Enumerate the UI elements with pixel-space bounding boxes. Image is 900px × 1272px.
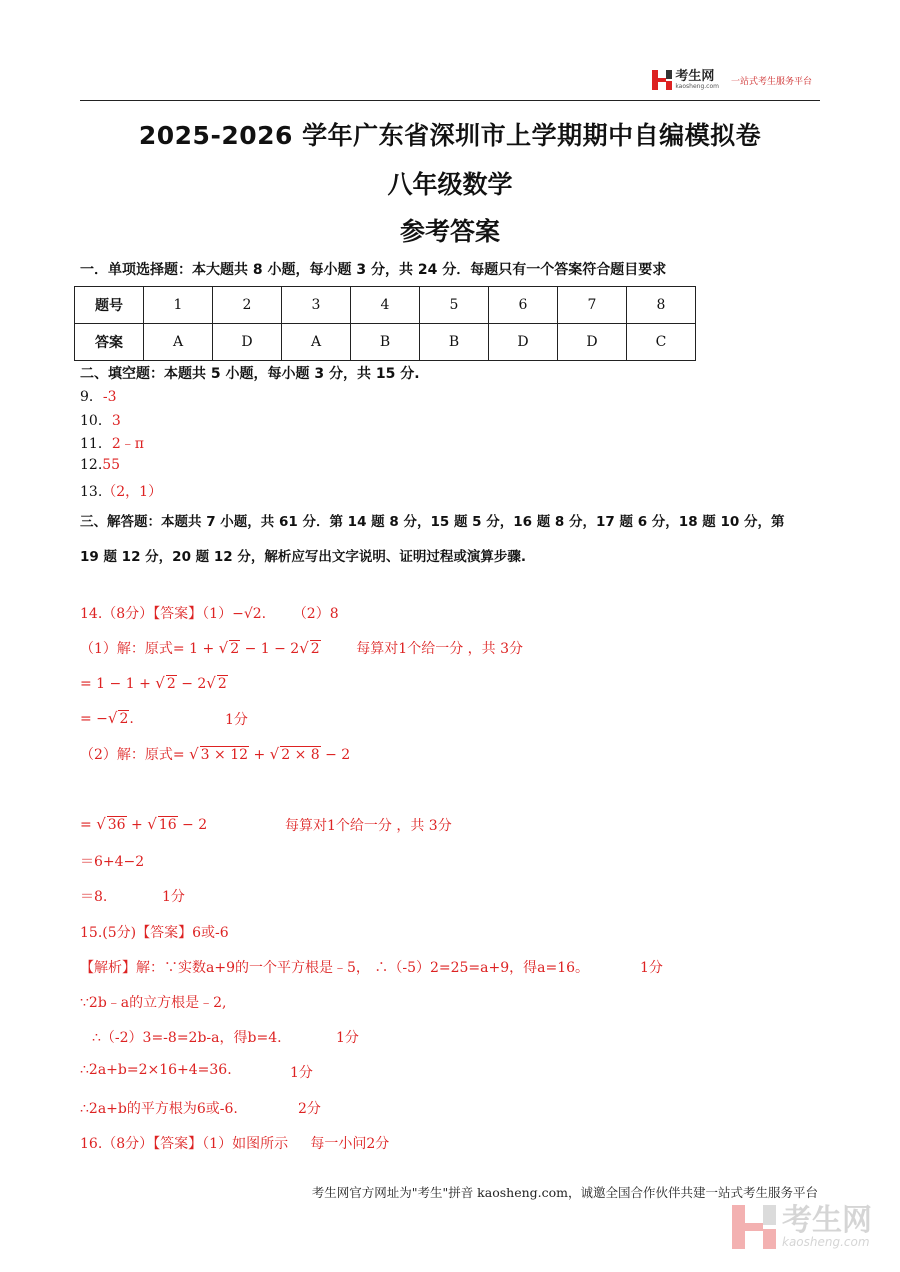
section3-heading-line2: 19 题 12 分，20 题 12 分，解析应写出文字说明、证明过程或演算步骤.: [80, 549, 526, 565]
logo-slogan: 一站式考生服务平台: [730, 76, 812, 87]
item-answer: 55: [102, 457, 121, 473]
item-answer: （2，1）: [102, 484, 163, 500]
q14-step4: （2）解：原式= √ 3 × 12 + √ 2 × 8 − 2: [80, 745, 351, 763]
q14-step1: [80, 638, 523, 658]
score: 1分: [640, 960, 663, 976]
item-number: 9．: [80, 389, 103, 405]
page-title: 2025-2026 学年广东省深圳市上学期期中自编模拟卷: [138, 121, 762, 150]
q14-step3: = −√ 2. 1分: [80, 709, 248, 728]
table-cell: 8: [627, 287, 696, 324]
score: 1分: [225, 712, 248, 728]
q15-step5: ∴2a+b的平方根为6或-6. 2分: [80, 1098, 238, 1118]
fill-item: [80, 410, 121, 430]
fill-item: [80, 481, 162, 501]
item-answer: 2﹣π: [111, 436, 144, 452]
item-answer: 3: [111, 413, 121, 429]
q15-step2: ∵2b﹣a的立方根是﹣2,: [80, 995, 227, 1011]
table-cell: A: [282, 324, 351, 361]
table-cell: D: [489, 324, 558, 361]
q15-head: 15.(5分)【答案】6或-6: [80, 925, 229, 941]
score-note: 每算对1个给一分 ，共 3分: [285, 818, 452, 834]
q15-step1: 【解析】解：∵实数a+9的一个平方根是﹣5， ∴（-5）2=25=a+9，得a=16。 1分: [80, 957, 589, 977]
q14-p1-mid: − 1 − 2: [240, 641, 300, 657]
table-cell: 4: [351, 287, 420, 324]
table-cell: 7: [558, 287, 627, 324]
table-header-number: 题号: [75, 287, 144, 324]
fill-item: [80, 433, 144, 453]
table-cell: 2: [213, 287, 282, 324]
fill-item: [80, 386, 117, 406]
q16-head: 16.（8分）【答案】（1）如图所示 每一小问2分: [80, 1136, 390, 1152]
footer-text: 考生网官方网址为"考生"拼音 kaosheng.com，诚邀全国合作伙伴共建一站式考生服务平台: [311, 1185, 818, 1200]
section2-heading: 二、填空题：本题共 5 小题，每小题 3 分，共 15 分.: [80, 366, 420, 382]
q14-step6: ＝6+4−2: [80, 854, 145, 870]
logo-name: 考生网: [675, 69, 715, 84]
sqrt-expression: √ 2: [218, 639, 240, 657]
fill-item: [80, 457, 120, 473]
table-row-answers: [75, 324, 696, 361]
table-cell: 6: [489, 287, 558, 324]
q14-ans1: −√2.: [232, 606, 267, 622]
q14-step5: = √ 36 + √ 16 − 2 每算对1个给一分 ，共 3分: [80, 815, 452, 834]
subject-title: 八年级数学: [387, 170, 513, 199]
watermark-name: 考生网: [782, 1203, 872, 1238]
table-cell: B: [351, 324, 420, 361]
watermark-domain: kaosheng.com: [782, 1235, 870, 1249]
q15-step4: ∴2a+b=2×16+4=36. 1分: [80, 1062, 313, 1081]
item-number: 10．: [80, 413, 112, 429]
q14-head: 14.（8分）【答案】（1）: [80, 606, 233, 622]
score: 1分: [290, 1065, 313, 1081]
table-cell: B: [420, 324, 489, 361]
table-cell: D: [213, 324, 282, 361]
header-logo: [652, 70, 812, 90]
logo-domain: kaosheng.com: [675, 83, 719, 90]
table-row-numbers: [75, 287, 696, 324]
item-answer: -3: [102, 389, 117, 405]
header-divider: [80, 100, 820, 101]
table-cell: 1: [144, 287, 213, 324]
item-number: 13.: [80, 484, 103, 500]
item-number: 11．: [80, 436, 112, 452]
q15-step3: ∴（-2）3=-8=2b-a，得b=4. 1分: [92, 1027, 282, 1047]
section3-heading-line1: 三、解答题：本题共 7 小题，共 61 分．第 14 题 8 分，15 题 5 分，16 题 8 分，17 题 6 分，18 题 10 分，第: [80, 514, 785, 530]
item-number: 12.: [80, 457, 103, 473]
score: 2分: [298, 1101, 321, 1117]
watermark-logo-icon: [732, 1205, 776, 1249]
score: 1分: [162, 889, 185, 905]
q14-answer-line: [80, 603, 339, 623]
answer-table: [74, 286, 696, 361]
answer-title: 参考答案: [399, 217, 500, 246]
q14-ans2: （2）8: [292, 606, 339, 622]
sqrt-expression: √ 2: [299, 639, 320, 657]
table-cell: 5: [420, 287, 489, 324]
q14-p1-prefix: （1）解：原式= 1 +: [80, 641, 219, 657]
table-cell: A: [144, 324, 213, 361]
section1-heading: 一．单项选择题：本大题共 8 小题，每小题 3 分，共 24 分．每题只有一个答案符合题目要求: [80, 262, 667, 278]
kaosheng-logo-icon: [652, 70, 719, 90]
table-cell: C: [627, 324, 696, 361]
watermark: [732, 1205, 872, 1249]
q14-step7: ＝8. 1分: [80, 886, 107, 906]
score: 1分: [336, 1030, 359, 1046]
q14-p1-note: 每算对1个给一分 ，共 3分: [356, 641, 524, 657]
q14-step2: = 1 − 1 + √ 2 − 2√ 2: [80, 674, 227, 692]
table-cell: D: [558, 324, 627, 361]
table-cell: 3: [282, 287, 351, 324]
table-header-answer: 答案: [75, 324, 144, 361]
